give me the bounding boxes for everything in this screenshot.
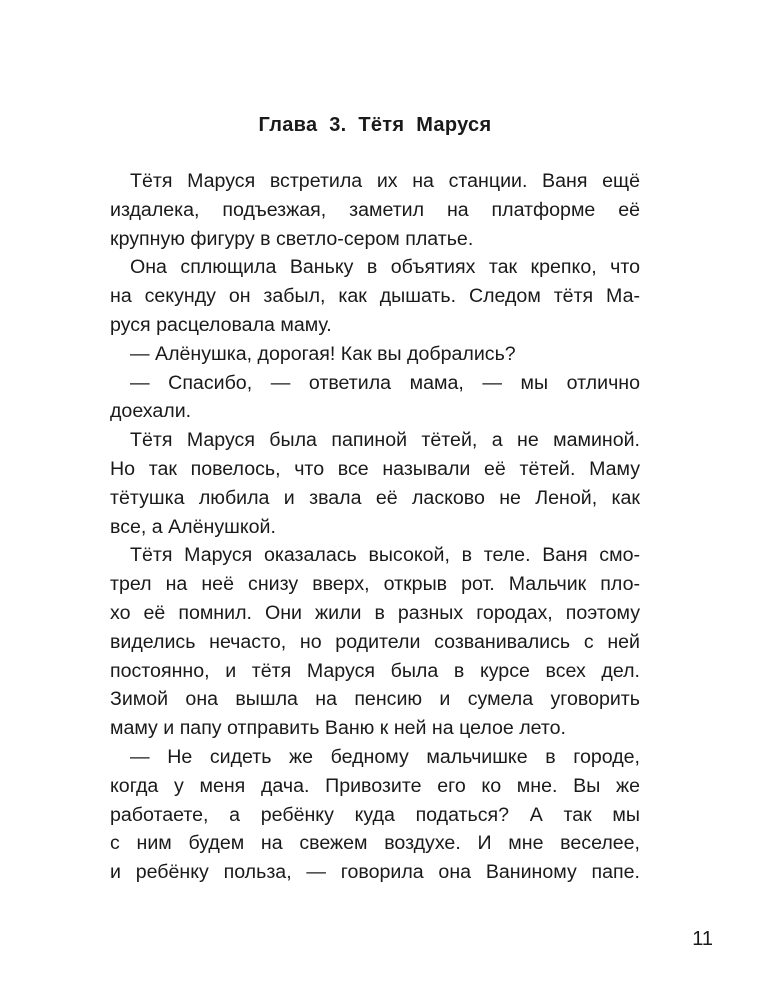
text-line: доехали. [110,400,192,423]
text-line: на секунду он забыл, как дышать. Следом тётя Ма- [110,285,640,308]
text-line: Зимой она вышла на пенсию и сумела уговорить [110,688,640,711]
book-page [110,0,640,1000]
text-line: крупную фигуру в светло-сером платье. [110,227,474,250]
text-line: — Алёнушка, дорогая! Как вы добрались? [130,342,516,365]
text-line: Тётя Маруся встретила их на станции. Ваня ещё [130,170,640,192]
text-line: трел на неё снизу вверх, открыв рот. Мальчик пло- [110,573,640,596]
text-line: работаете, а ребёнку куда податься? А так мы [110,803,640,826]
text-line: Но так повелось, что все называли её тётей. Маму [110,457,640,480]
text-line: Она сплющила Ваньку в объятиях так крепко, что [130,256,640,279]
chapter-title: Глава 3. Тётя Маруся [258,114,492,136]
text-line: маму и папу отправить Ваню к ней на целое лето. [110,717,566,740]
text-line: Тётя Маруся была папиной тётей, а не маминой. [130,429,640,452]
text-line: — Спасибо, — ответила мама, — мы отлично [130,371,640,394]
text-line: все, а Алёнушкой. [110,515,276,538]
text-line: когда у меня дача. Привозите его ко мне. Вы же [110,774,640,797]
chapter-body [110,167,640,887]
text-line: Тётя Маруся оказалась высокой, в теле. Ваня смо- [130,544,640,567]
text-line: с ним будем на свежем воздухе. И мне веселее, [110,832,640,855]
page-number: 11 [692,928,713,950]
text-line: постоянно, и тётя Маруся была в курсе всех дел. [110,659,640,682]
text-line: — Не сидеть же бедному мальчишке в городе, [130,745,640,768]
text-line: тётушка любила и звала её ласково не Леной, как [110,486,640,509]
text-line: хо её помнил. Они жили в разных городах, поэтому [110,601,640,624]
text-line: и ребёнку польза, — говорила она Ваниному папе. [110,861,640,884]
text-line: виделись нечасто, но родители созванивались с ней [110,630,640,653]
text-line: издалека, подъезжая, заметил на платформе её [110,198,640,221]
text-line: руся расцеловала маму. [110,313,332,336]
